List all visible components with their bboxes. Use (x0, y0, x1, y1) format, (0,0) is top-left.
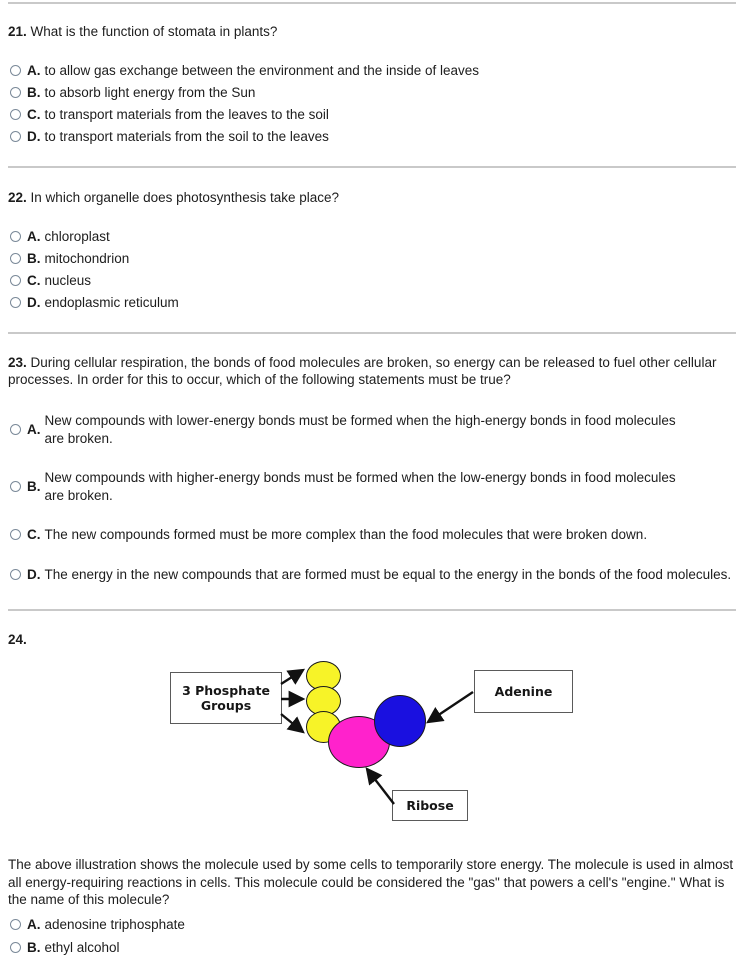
radio-icon[interactable] (10, 529, 21, 540)
radio-icon[interactable] (10, 919, 21, 930)
question-23-stem (8, 354, 736, 388)
option-letter: A. (27, 916, 41, 932)
radio-icon[interactable] (10, 569, 21, 580)
question-23-number: 23. (8, 355, 27, 370)
option-letter: C. (27, 527, 41, 542)
option-label: to absorb light energy from the Sun (44, 85, 256, 100)
option-row[interactable] (8, 128, 736, 145)
radio-icon[interactable] (10, 275, 21, 286)
option-row[interactable] (8, 84, 736, 101)
option-label: New compounds with higher-energy bonds must be formed when the low-energy bonds in food molecules are broken. (44, 470, 676, 503)
adenine-base-shape (374, 695, 426, 747)
option-letter: A. (27, 229, 41, 244)
adenine-label (474, 670, 573, 713)
option-row[interactable] (8, 228, 736, 245)
option-label: The new compounds formed must be more complex than the food molecules that were broken down. (44, 527, 648, 542)
question-22-options (8, 228, 736, 311)
option-row[interactable] (8, 469, 736, 504)
option-row[interactable] (8, 526, 736, 544)
phosphate-groups-label-line2: Groups (200, 698, 252, 713)
radio-icon[interactable] (10, 481, 21, 492)
question-23-text: During cellular respiration, the bonds of food molecules are broken, so energy can be released to fuel other cellular processes. In order for this to occur, which of the following statements must be true? (8, 355, 717, 387)
question-24 (8, 611, 736, 956)
radio-icon[interactable] (10, 231, 21, 242)
option-label: to transport materials from the leaves to the soil (44, 107, 329, 122)
phosphate-groups-label-line1: 3 Phosphate (182, 683, 270, 698)
ribose-label (392, 790, 468, 821)
radio-icon[interactable] (10, 131, 21, 142)
question-23-options (8, 412, 736, 583)
option-row[interactable] (8, 939, 736, 956)
option-row[interactable] (8, 272, 736, 289)
option-row[interactable] (8, 916, 736, 933)
option-letter: A. (27, 421, 41, 437)
radio-icon[interactable] (10, 424, 21, 435)
quiz-page (0, 2, 744, 972)
option-row[interactable] (8, 62, 736, 79)
option-letter: B. (27, 939, 41, 955)
radio-icon[interactable] (10, 65, 21, 76)
option-letter: C. (27, 107, 41, 122)
option-label: endoplasmic reticulum (44, 295, 179, 310)
option-letter: D. (27, 295, 41, 310)
option-label: adenosine triphosphate (44, 916, 185, 932)
question-22-text: In which organelle does photosynthesis take place? (30, 190, 339, 205)
question-21 (8, 4, 736, 145)
option-letter: D. (27, 566, 41, 582)
radio-icon[interactable] (10, 87, 21, 98)
question-24-passage: The above illustration shows the molecule used by some cells to temporarily store energy. The molecule is used in almost all energy-requiring reactions in cells. This molecule could be considered the "gas" that powers a cell's "engine." What is the name of this molecule? (8, 857, 734, 907)
ribose-label-text: Ribose (406, 798, 454, 813)
option-row[interactable] (8, 106, 736, 123)
question-21-number: 21. (8, 24, 27, 39)
option-letter: B. (27, 478, 41, 494)
question-21-stem (8, 23, 736, 40)
radio-icon[interactable] (10, 942, 21, 953)
option-letter: C. (27, 273, 41, 288)
option-letter: B. (27, 85, 41, 100)
radio-icon[interactable] (10, 297, 21, 308)
question-23 (8, 334, 736, 583)
option-label: New compounds with lower-energy bonds must be formed when the high-energy bonds in food molecules are broken. (44, 413, 676, 446)
option-row[interactable] (8, 294, 736, 311)
question-21-options (8, 62, 736, 145)
option-label: chloroplast (44, 229, 110, 244)
option-label: nucleus (44, 273, 92, 288)
atp-molecule-diagram (0, 656, 744, 856)
option-label: to allow gas exchange between the environment and the inside of leaves (44, 63, 480, 78)
option-label: mitochondrion (44, 251, 130, 266)
option-label: to transport materials from the soil to the leaves (44, 129, 329, 144)
option-label: ethyl alcohol (44, 939, 120, 955)
adenine-label-text: Adenine (494, 684, 553, 699)
question-24-number: 24. (8, 632, 27, 647)
phosphate-groups-label (170, 672, 282, 724)
option-row[interactable] (8, 412, 736, 447)
option-letter: D. (27, 129, 41, 144)
question-21-text: What is the function of stomata in plants? (30, 24, 278, 39)
option-row[interactable] (8, 250, 736, 267)
question-22-number: 22. (8, 190, 27, 205)
question-22 (8, 168, 736, 311)
option-letter: B. (27, 251, 41, 266)
option-row[interactable] (8, 566, 736, 584)
question-22-stem (8, 189, 736, 206)
question-24-stem (8, 631, 736, 648)
radio-icon[interactable] (10, 109, 21, 120)
radio-icon[interactable] (10, 253, 21, 264)
question-24-options (8, 916, 736, 956)
option-letter: A. (27, 63, 41, 78)
option-label: The energy in the new compounds that are formed must be equal to the energy in the bonds of the food molecules. (44, 566, 732, 582)
